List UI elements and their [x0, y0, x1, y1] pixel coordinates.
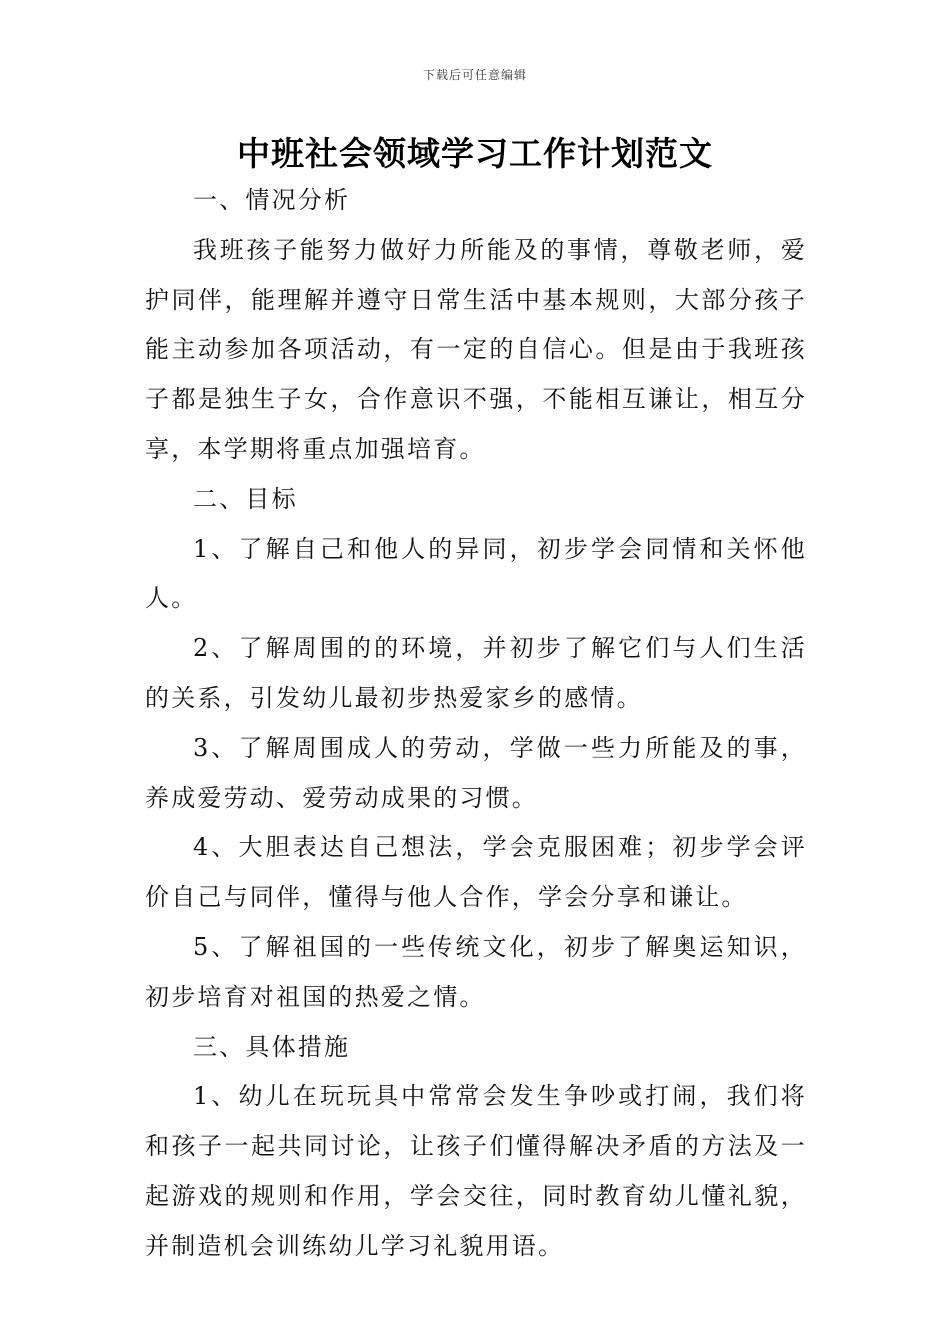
measure-item-1: 1、幼儿在玩玩具中常常会发生争吵或打闹，我们将和孩子一起共同讨论，让孩子们懂得解决矛盾的方法及一起游戏的规则和作用，学会交往，同时教育幼儿懂礼貌，并制造机会训练幼儿学习礼貌用语。 — [145, 1082, 807, 1260]
section-heading-goals: 二、目标 — [193, 484, 298, 513]
header-note: 下载后可任意编辑 — [422, 68, 527, 82]
section-heading-situation: 一、情况分析 — [193, 186, 351, 214]
goal-item-5: 5、了解祖国的一些传统文化，初步了解奥运知识，初步培育对祖国的热爱之情。 — [145, 932, 807, 1011]
document-body — [145, 176, 807, 1272]
goal-item-2: 2、了解周围的的环境，并初步了解它们与人们生活的关系，引发幼儿最初步热爱家乡的感情。 — [145, 634, 807, 712]
goal-item-4: 4、大胆表达自己想法，学会克服困难；初步学会评价自己与同伴，懂得与他人合作，学会分享和谦让。 — [145, 833, 807, 912]
section-heading-measures: 三、具体措施 — [193, 1032, 351, 1061]
goal-item-3: 3、了解周围成人的劳动，学做一些力所能及的事，养成爱劳动、爱劳动成果的习惯。 — [145, 733, 807, 812]
document-title: 中班社会领域学习工作计划范文 — [237, 134, 713, 173]
goal-item-1: 1、了解自己和他人的异同，初步学会同情和关怀他人。 — [145, 534, 807, 613]
paragraph-situation: 我班孩子能努力做好力所能及的事情，尊敬老师，爱护同伴，能理解并遵守日常生活中基本规则，大部分孩子能主动参加各项活动，有一定的自信心。但是由于我班孩子都是独生子女，合作意识不强，不能相互谦让，相互分享，本学期将重点加强培育。 — [145, 235, 807, 463]
